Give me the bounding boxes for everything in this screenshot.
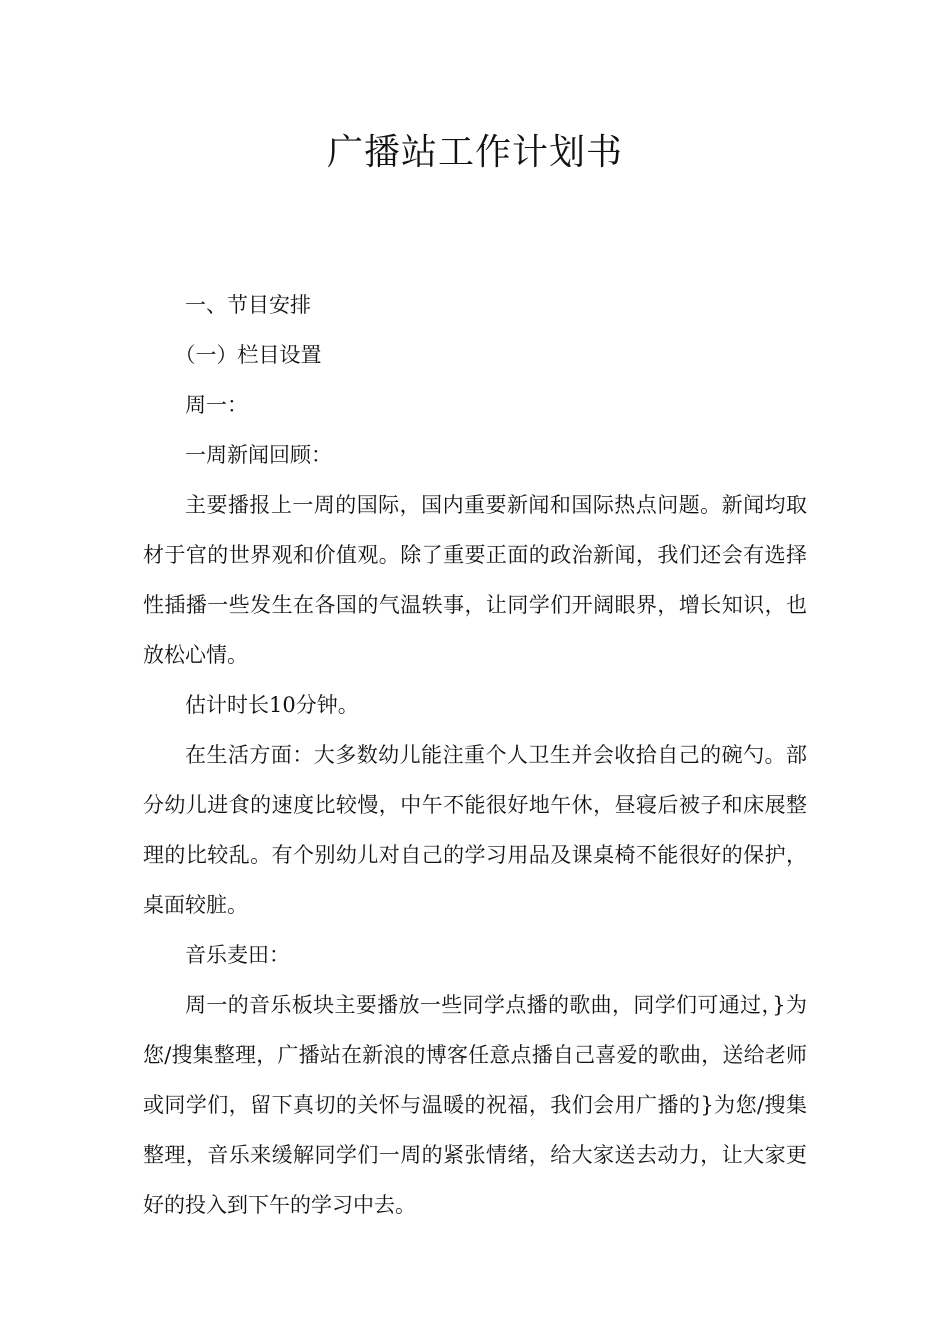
paragraph: 周一的音乐板块主要播放一些同学点播的歌曲，同学们可通过，}为您/搜集整理，广播站在新浪的博客任意点播自己喜爱的歌曲，送给老师或同学们，留下真切的关怀与温暖的祝福，我们会用广播的}为您/搜集整理，音乐来缓解同学们一周的紧张情绪，给大家送去动力，让大家更好的投入到下午的学习中去。 <box>143 993 807 1217</box>
document-title: 广播站工作计划书 <box>326 132 623 173</box>
section-heading: 一、节目安排 <box>185 293 311 317</box>
paragraph: 在生活方面：大多数幼儿能注重个人卫生并会收拾自己的碗勺。部分幼儿进食的速度比较慢，中午不能很好地午休，昼寝后被子和床展整理的比较乱。有个别幼儿对自己的学习用品及课桌椅不能很好的保护，桌面较脏。 <box>143 743 807 917</box>
day-label: 周一： <box>185 393 248 417</box>
subsection-heading: （一）栏目设置 <box>174 343 322 367</box>
program-name: 音乐麦田： <box>185 943 290 967</box>
paragraph: 主要播报上一周的国际，国内重要新闻和国际热点问题。新闻均取材于官的世界观和价值观。除了重要正面的政治新闻，我们还会有选择性插播一些发生在各国的气温轶事，让同学们开阔眼界，增长知识，也放松心情。 <box>143 493 807 667</box>
paragraph: 估计时长10分钟。 <box>185 693 359 717</box>
document-body <box>143 280 807 1230</box>
program-name: 一周新闻回顾： <box>185 443 332 467</box>
